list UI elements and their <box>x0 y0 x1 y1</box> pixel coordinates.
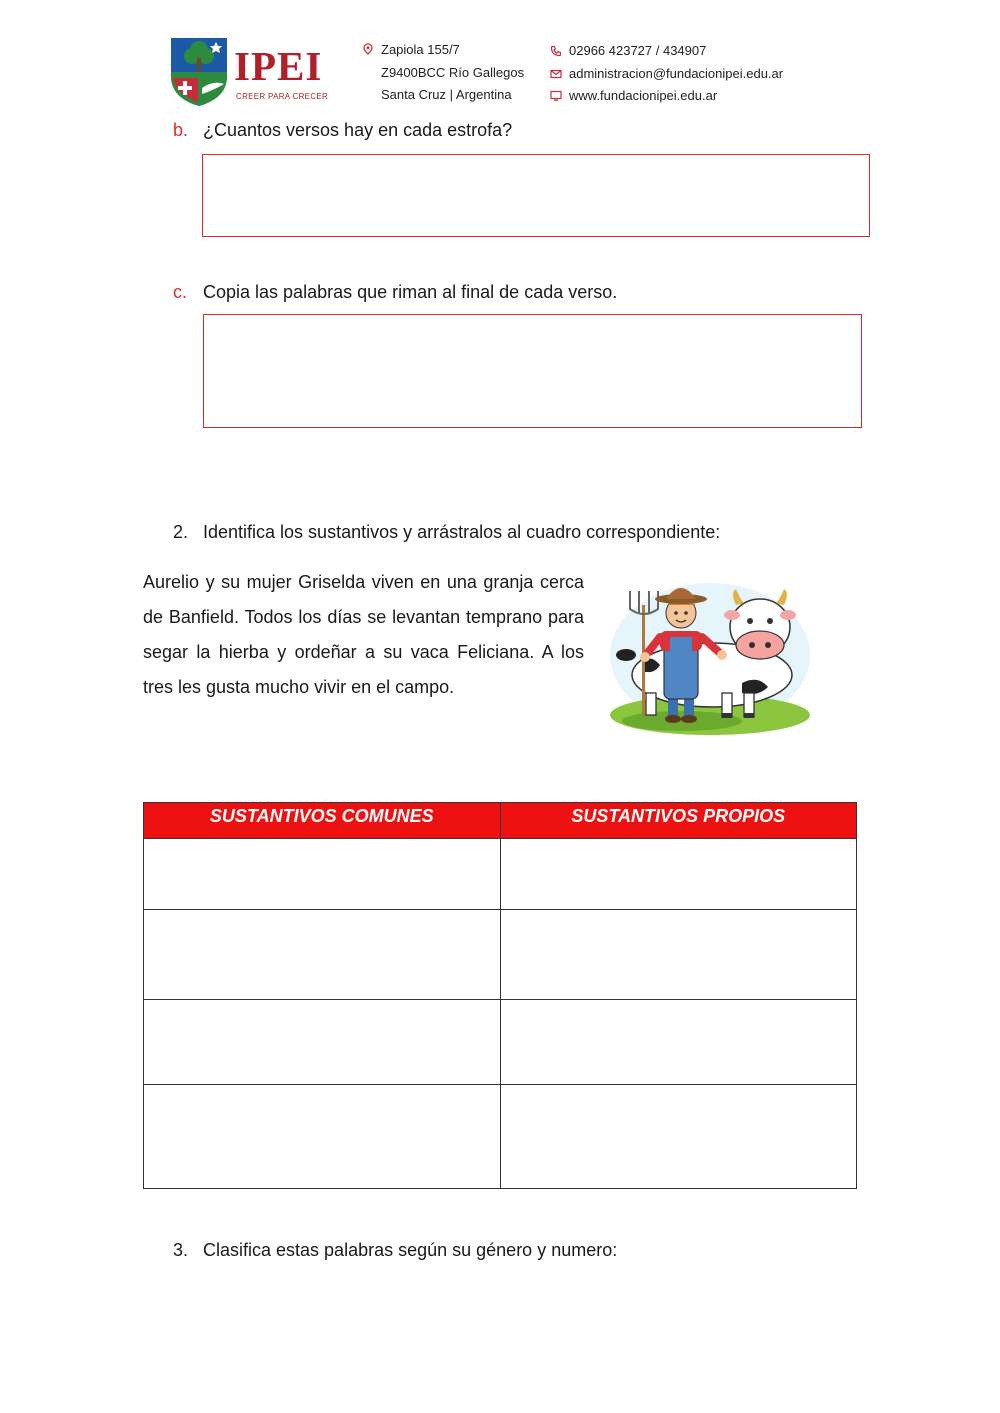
question-c-letter: c. <box>173 282 188 302</box>
question-c-text: Copia las palabras que riman al final de cada verso. <box>203 282 618 302</box>
table-row <box>144 910 857 1000</box>
table-row <box>144 1000 857 1085</box>
brand-tagline: CREER PARA CRECER <box>236 92 329 101</box>
drop-cell-common[interactable] <box>144 1000 501 1085</box>
story-paragraph: Aurelio y su mujer Griselda viven en una granja cerca de Banfield. Todos los días se levantan temprano para segar la hierba y ordeñar a su vaca Feliciana. A los tres les gusta mucho vivir en el campo. <box>143 572 584 697</box>
farmer-cow-illustration <box>602 575 812 741</box>
question-b-letter: b. <box>173 120 189 140</box>
brand-name: IPEI <box>234 43 323 89</box>
drop-cell-proper[interactable] <box>500 1085 857 1189</box>
header-proper-nouns: SUSTANTIVOS PROPIOS <box>500 803 857 839</box>
website-icon <box>550 89 562 107</box>
email-icon <box>550 67 562 85</box>
drop-cell-common[interactable] <box>144 1085 501 1189</box>
drop-cell-common[interactable] <box>144 839 501 910</box>
address-line-1: Zapiola 155/7 <box>381 42 460 57</box>
table-header-row <box>144 803 857 839</box>
drop-cell-proper[interactable] <box>500 1000 857 1085</box>
address-line-2: Z9400BCC Río Gallegos <box>381 65 525 80</box>
location-icon <box>362 42 374 60</box>
question-2 <box>173 523 720 541</box>
drop-cell-proper[interactable] <box>500 910 857 1000</box>
question-3-number: 3. <box>173 1240 189 1260</box>
drop-cell-common[interactable] <box>144 910 501 1000</box>
answer-box-c[interactable] <box>203 314 862 428</box>
table-row <box>144 839 857 910</box>
email-address: administracion@fundacionipei.edu.ar <box>569 66 784 81</box>
question-2-text: Identifica los sustantivos y arrástralos al cuadro correspondiente: <box>203 522 721 542</box>
phone-icon <box>550 44 562 62</box>
question-2-number: 2. <box>173 522 189 542</box>
ipei-logo-icon <box>168 32 230 108</box>
question-b <box>173 121 512 139</box>
noun-classification-table <box>143 802 857 1189</box>
question-3-text: Clasifica estas palabras según su género y numero: <box>203 1240 618 1260</box>
question-c <box>173 283 617 301</box>
answer-box-b[interactable] <box>202 154 870 237</box>
header-common-nouns: SUSTANTIVOS COMUNES <box>144 803 501 839</box>
address-line-3: Santa Cruz | Argentina <box>381 87 512 102</box>
drop-cell-proper[interactable] <box>500 839 857 910</box>
website-url: www.fundacionipei.edu.ar <box>569 88 718 103</box>
question-3 <box>173 1241 617 1259</box>
table-row <box>144 1085 857 1189</box>
question-b-text: ¿Cuantos versos hay en cada estrofa? <box>203 120 513 140</box>
phone-number: 02966 423727 / 434907 <box>569 43 707 58</box>
